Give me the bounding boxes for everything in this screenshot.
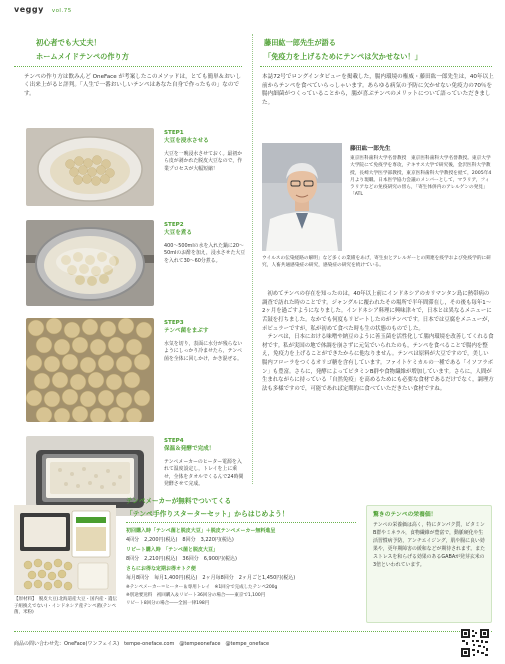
offer-line: 毎月8回分 毎月1,400円(税込) 2ヶ月毎8回分 2ヶ月ごと1,450円(税込) (126, 575, 296, 581)
nutrition-body: テンペの栄養価は高く，特にタンパク質，ビタミンB群やミネラル，食物繊維が豊富で，動脈硬化や生活習慣病予防，アンチエイジング，肌や腸に良い効果や，更年期障害の緩和などが期待されます。またストレスを和らげる効果のあるGABAが発芽玄米の3倍といわれています。 (373, 522, 485, 568)
step3-label: STEP3 (164, 320, 184, 326)
footer-rule (14, 631, 492, 632)
step1-description: 大豆を一晩浸水させておく。最初から皮が剥かれた脱皮大豆なので，作業プロセスが大幅短縮！ (164, 151, 243, 172)
professor-bio: 東京医科歯科大学名誉教授 東京医科歯科大学名誉教授。東京大学大学院にて免疫学を専攻，テキサス大学で研究後，金沢医科大学教授，長崎大学医学部教授，東京医科歯科大学教授を経て，2005年4月より現職。日本医学協力会議のメンバーとして，マラリア，フィラリアなどの免疫研究の傍ら，「寄生体併内のアレルゲンの発見」「ATL (350, 156, 492, 198)
column-divider (252, 34, 253, 484)
professor-name: 藤田紘一郎先生 (350, 146, 391, 152)
right-intro: 本誌72号でロングインタビューを掲載した，腸内環境の権威・藤田紘一郎先生は，40年以上前からテンペを食べていらっしゃいます。あらゆる病気の予防に欠かせない免疫力の70％を腸内細菌がつくっていることから，腸が喜ぶテンペのメリットについて語っていただきました。 (262, 74, 494, 106)
right-heading-line1: 藤田紘一郎先生が語る (264, 38, 336, 47)
volume-number: vol.75 (51, 8, 72, 14)
step3-title: テンペ菌をまぶす (164, 327, 209, 334)
step4-description: テンペメーカーのヒーター電源を入れて温度設定し，トレイを上に乗せ，全体をタオルでくるんで24時間発酵させて完成。 (164, 459, 244, 488)
step2-description: 400〜500mlの水を入れた鍋に20〜50mlのお酢を加え，浸水させた大豆を入れて30〜60分煮る。 (164, 243, 246, 264)
professor-bio-continued: ウイルスの伝染経路の解明」など多くの業績をあげ，寄生虫とアレルギーとの関連を疫学および免疫学的に研究，人畜共通感染症の研究，感染症の研究を続けている。 (262, 256, 491, 269)
step4-heading (164, 438, 214, 454)
step4-label: STEP4 (164, 438, 184, 444)
step3-description: 水気を切り，表面に水分が残らないようにしっかり冷ませたら，テンペ菌を全体に回しかけ，かき混ぜる。 (164, 341, 243, 362)
ingredients-caption: 【原材料】 脱皮大豆(北海道産大豆・国内産・遺伝子組換えでない)・インドネシア産テンペ菌(テンペ菌，米粉) (14, 597, 118, 616)
magazine-brand (14, 4, 72, 16)
step2-label: STEP2 (164, 222, 184, 228)
step2-photo (26, 220, 154, 306)
offer-title: テンペメーカーが無料でついてくる (126, 497, 232, 505)
offer-line: ※別途要送料 初回購入＆リピート36回分の場合――東京で1,100円 (126, 593, 266, 598)
offer-line: 4回分 2,200円(税込) 8回分 3,220円(税込) (126, 537, 234, 543)
left-heading-line2: ホームメイドテンペの作り方 (36, 52, 129, 61)
offer-line: さらにお得な定期お得オトク便 (126, 566, 196, 572)
step3-heading (164, 320, 208, 336)
offer-line: 8回分 2,210円(税込) 36回分 6,900円(税込) (126, 556, 237, 562)
offer-line: リピート8回分の場合――全国一律198円 (126, 601, 210, 606)
starter-set-photo (14, 505, 116, 595)
interview-body: 初めてテンペの存在を知ったのは，40年以上前にインドネシアのカリマンタン島に熱帯病の調査で訪れた時のことです。ジャングルに覆われたその場所で半年間滞在し，その後も毎年1〜2ヶ月を過ごすようになりました。インドネシア料理に興味津々で，日本とは異なるメニューに舌鼓を打ちました。なかでも何度もリピートしたのがテンペです。日本では豆腐をメニューが，ポピュラーですが，私が初めて食べた時も生の状態のものでした。 テンペは，日本における味噌や納豆のように善玉菌を活性化して腸内環境を改善してくれる食材です。私が実国の地で体調を崩さずに元気でいられたのも，テンペを食べることで腸内を整え，免疫力を上げることができたからに他なりません。テンペは原料が大豆ですので，美しい腸内フローラをつくるオリゴ糖を含有しています。ファイトケミカルの一種である「イソフラボン」も豊富。さらに，発酵によってビタミンB群や食物繊維が増加しています。さらに，人間が生まれながらに持っている「自然免疫」を高めるためにも必要な食材であるだけでなく，調理方法も多様ですので，可能であれば定期的に食べていただきたい食材ですね。 (262, 291, 494, 393)
step4-title: 保温＆発酵で完成！ (164, 445, 215, 452)
footer-contact: 商品の問い合わせ先：OneFace(ワンフェイス) tempe-oneface.com @tempeoneface @tempe_oneface (14, 641, 270, 647)
step1-heading (164, 130, 209, 146)
step3-photo (26, 318, 154, 422)
offer-line: 初回購入時「テンペ菌と脱皮大豆」＋脱皮テンペメーカー無料進呈 (126, 528, 276, 534)
left-heading-line1: 初心者でも大丈夫！ (36, 38, 101, 47)
step2-title: 大豆を煮る (164, 229, 192, 236)
brand-name: veggy (14, 5, 44, 14)
right-heading-line2: 「免疫力を上げるためにテンペは欠かせない！」 (264, 52, 422, 61)
qr-code-icon (460, 628, 490, 658)
right-heading-rule (260, 66, 492, 67)
step2-heading (164, 222, 192, 238)
step1-title: 大豆を浸水させる (164, 137, 209, 144)
step1-photo (26, 128, 154, 206)
offer-line: ※テンペメーカー＝ヒーター＆専用トレイ ※1回分で完成したテンペ200g (126, 585, 278, 590)
professor-portrait (262, 143, 342, 251)
left-intro: テンペの作り方は飲みんど OneFace が考案したこのメソッドは，とても簡単＆おいしく出来上がると評判。「人生で一番おいしいテンペはあなた自身で作ったもの」なのです。 (24, 74, 242, 97)
offer-line: リピート購入時 「テンペ菌と脱皮大豆」 (126, 547, 219, 553)
offer-banner: 「テンペ手作りスターターセット」からはじめよう！ (126, 510, 356, 523)
nutrition-box (366, 505, 492, 623)
step1-label: STEP1 (164, 130, 184, 136)
left-heading-rule (14, 66, 242, 67)
nutrition-title: 驚きのテンペの栄養価！ (373, 512, 437, 518)
